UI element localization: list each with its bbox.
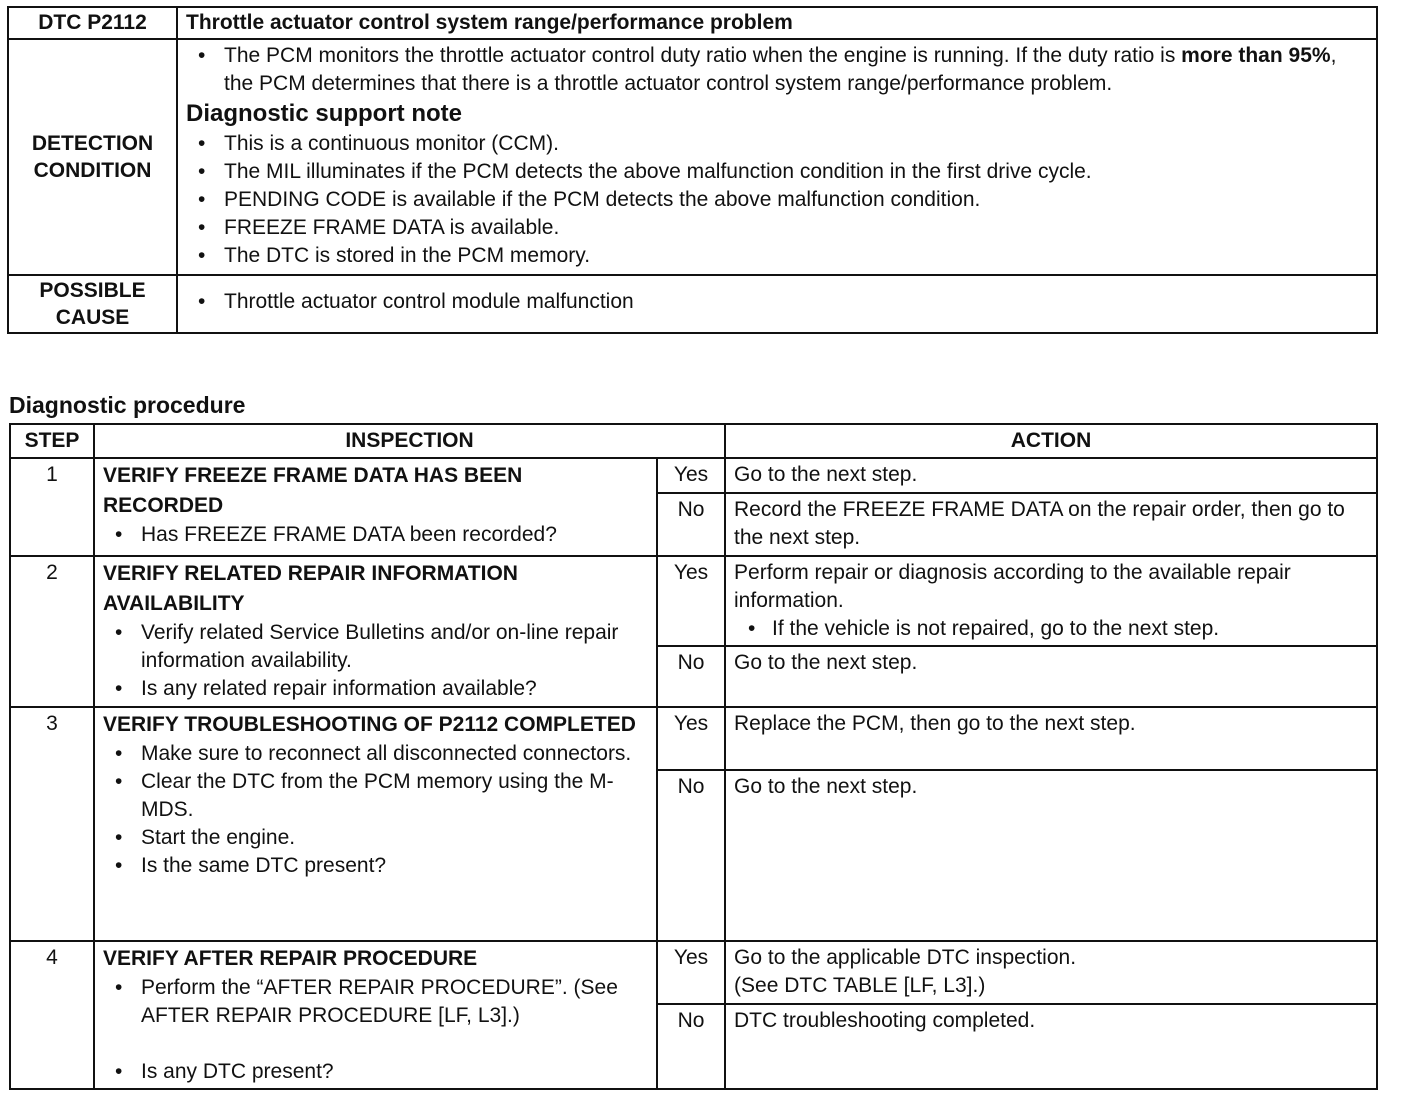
dtc-header-row (8, 7, 1377, 39)
support-note-item: • PENDING CODE is available if the PCM detects the above malfunction condition. (186, 186, 1368, 214)
action-header: ACTION (725, 424, 1377, 458)
yes-label: Yes (657, 941, 725, 1004)
possible-cause-item: • Throttle actuator control module malfunction (186, 288, 1368, 316)
yes-action: Perform repair or diagnosis according to the available repair information. (734, 561, 1291, 612)
yes-action-subitem: • If the vehicle is not repaired, go to the next step. (734, 615, 1368, 643)
no-label: No (657, 493, 725, 556)
step-title: VERIFY AFTER REPAIR PROCEDURE (103, 947, 478, 970)
step-1-yes-row (10, 458, 1377, 493)
yes-action: Go to the next step. (725, 458, 1377, 493)
support-note-heading: Diagnostic support note (186, 100, 462, 127)
yes-label: Yes (657, 556, 725, 646)
step-2-yes-row (10, 556, 1377, 646)
inspection-item: • Perform the “AFTER REPAIR PROCEDURE”. (See AFTER REPAIR PROCEDURE [LF, L3].) (103, 974, 648, 1030)
possible-cause-label: POSSIBLE CAUSE (8, 275, 177, 333)
dtc-title: Throttle actuator control system range/performance problem (177, 7, 1377, 39)
step-title: VERIFY TROUBLESHOOTING OF P2112 COMPLETED (103, 713, 636, 736)
step-title: VERIFY RELATED REPAIR INFORMATION AVAILABILITY (103, 562, 518, 615)
dtc-info-table (7, 6, 1378, 334)
detection-condition-body (177, 39, 1377, 275)
step-header: STEP (10, 424, 94, 458)
step-number: 4 (10, 941, 94, 1089)
support-note-item: • The DTC is stored in the PCM memory. (186, 242, 1368, 270)
support-note-list (186, 130, 1368, 270)
yes-action-reference: (See DTC TABLE [LF, L3].) (734, 974, 986, 997)
duty-ratio-threshold: more than 95% (1181, 44, 1331, 67)
step-number: 2 (10, 556, 94, 707)
step-4-inspection (94, 941, 657, 1089)
detection-condition-row (8, 39, 1377, 275)
procedure-title: Diagnostic procedure (9, 392, 246, 418)
step-1-inspection (94, 458, 657, 556)
dtc-code: DTC P2112 (8, 7, 177, 39)
inspection-item: • Has FREEZE FRAME DATA been recorded? (103, 521, 648, 549)
detection-condition-label (8, 39, 177, 275)
step-number: 1 (10, 458, 94, 556)
step-4-yes-row (10, 941, 1377, 1004)
diagnostic-procedure-table (9, 423, 1378, 1090)
possible-cause-row (8, 275, 1377, 333)
detection-label-line1: DETECTION (31, 132, 154, 155)
step-title: VERIFY FREEZE FRAME DATA HAS BEEN RECORDED (103, 464, 523, 517)
no-action: Go to the next step. (725, 646, 1377, 707)
support-note-item: • The MIL illuminates if the PCM detects the above malfunction condition in the first drive cycle. (186, 158, 1368, 186)
no-label: No (657, 770, 725, 941)
detection-label-line2: CONDITION (33, 159, 152, 182)
no-label: No (657, 646, 725, 707)
no-action: DTC troubleshooting completed. (725, 1004, 1377, 1089)
inspection-item: • Is any DTC present? (103, 1058, 648, 1086)
inspection-item: • Start the engine. (103, 824, 648, 852)
inspection-header: INSPECTION (94, 424, 725, 458)
no-label: No (657, 1004, 725, 1089)
possible-cause-body (177, 275, 1377, 333)
yes-action-cell (725, 556, 1377, 646)
yes-label: Yes (657, 707, 725, 770)
step-number: 3 (10, 707, 94, 941)
no-action: Record the FREEZE FRAME DATA on the repair order, then go to the next step. (725, 493, 1377, 556)
no-action: Go to the next step. (725, 770, 1377, 941)
step-3-inspection (94, 707, 657, 941)
inspection-item: • Clear the DTC from the PCM memory using the M-MDS. (103, 768, 648, 824)
procedure-header-row (10, 424, 1377, 458)
support-note-item: • This is a continuous monitor (CCM). (186, 130, 1368, 158)
inspection-item: • Is any related repair information available? (103, 675, 648, 703)
yes-label: Yes (657, 458, 725, 493)
step-2-inspection (94, 556, 657, 707)
inspection-item: • Make sure to reconnect all disconnected connectors. (103, 740, 648, 768)
support-note-item: • FREEZE FRAME DATA is available. (186, 214, 1368, 242)
inspection-item: • Verify related Service Bulletins and/or on-line repair information availability. (103, 619, 648, 675)
yes-action-cell (725, 941, 1377, 1004)
step-3-yes-row (10, 707, 1377, 770)
inspection-item: • Is the same DTC present? (103, 852, 648, 880)
yes-action: Replace the PCM, then go to the next step. (725, 707, 1377, 770)
yes-action: Go to the applicable DTC inspection. (734, 946, 1077, 969)
detection-description: • The PCM monitors the throttle actuator control duty ratio when the engine is running. If the duty ratio is more than 95%, the PCM determines that there is a throttle actuator control system range/performance problem. (186, 42, 1368, 98)
